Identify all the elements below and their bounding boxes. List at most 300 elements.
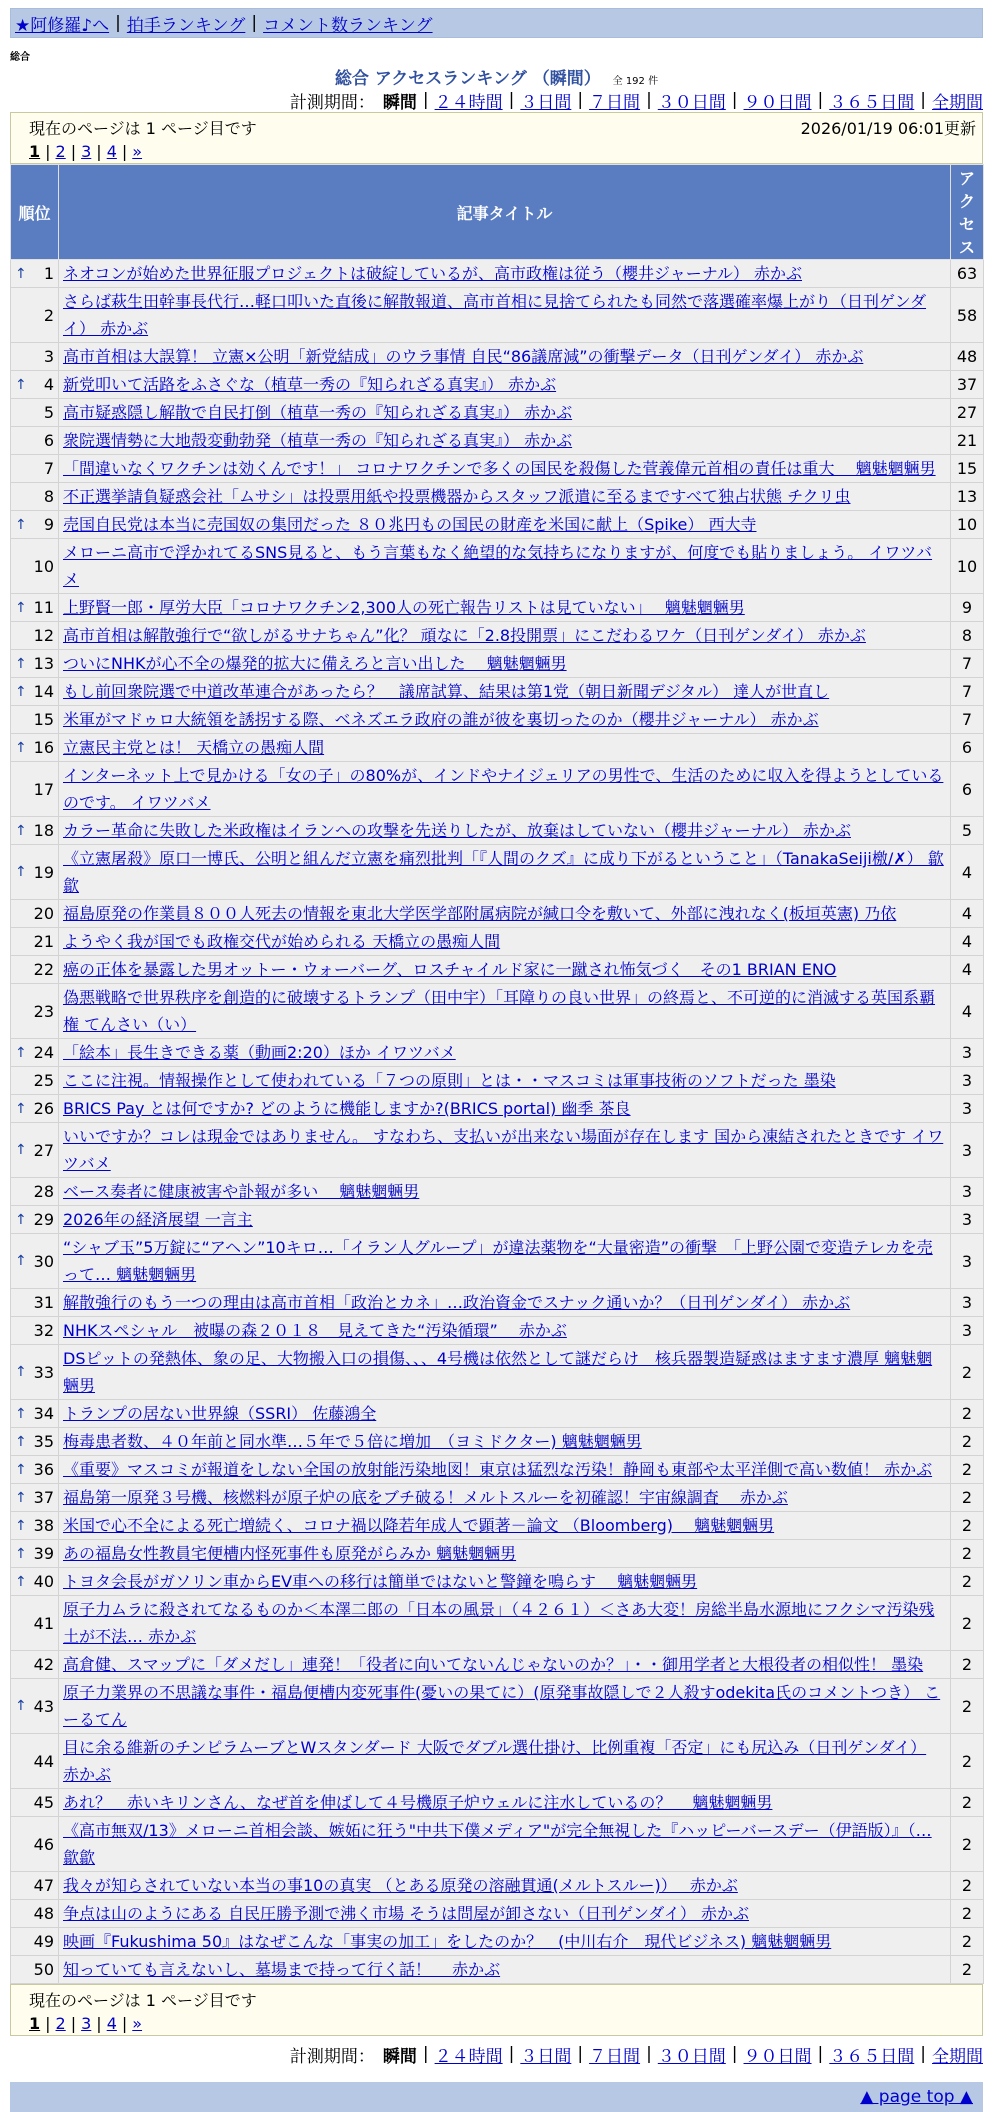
title-cell xyxy=(59,1039,951,1067)
title-cell xyxy=(59,399,951,427)
access-count: 3 xyxy=(951,1317,984,1345)
rank-up-arrow-icon: ↑ xyxy=(15,1461,27,1478)
access-count: 10 xyxy=(951,539,984,594)
rank-cell xyxy=(11,1123,59,1178)
table-row xyxy=(11,706,984,734)
access-count: 3 xyxy=(951,1178,984,1206)
home-link[interactable]: ★阿修羅♪へ xyxy=(15,15,110,36)
pager-bottom xyxy=(10,1984,983,2036)
rank-cell xyxy=(11,539,59,594)
article-title-link[interactable]: 「間違いなくワクチンは効くんです！」 コロナワクチンで多くの国民を殺傷した菅義偉元首相の責任は重大 魑魅魍魎男 xyxy=(63,459,936,478)
rank-up-arrow-icon: ↑ xyxy=(15,739,27,756)
title-cell xyxy=(59,762,951,817)
hakushu-ranking-link[interactable]: 拍手ランキング xyxy=(126,15,246,36)
rank-number: 5 xyxy=(43,403,54,422)
article-title-link[interactable]: メローニ高市で浮かれてるSNS見ると、もう言葉もなく絶望的な気持ちになりますが、何度でも貼りましょう。 イワツバメ xyxy=(63,543,933,589)
article-title-link[interactable]: 高倉健、スマップに「ダメだし」連発！「役者に向いてないんじゃないのか？」・・御用学者と大根役者の相似性！ 墨染 xyxy=(63,1655,924,1674)
access-count: 2 xyxy=(951,1540,984,1568)
article-title-link[interactable]: 立憲民主党とは！ 天橋立の愚痴人間 xyxy=(63,738,325,757)
title-cell xyxy=(59,1789,951,1817)
rank-number: 26 xyxy=(33,1099,54,1118)
rank-up-arrow-icon: ↑ xyxy=(15,655,27,672)
article-title-link[interactable]: 解散強行のもう一つの理由は高市首相「政治とカネ」…政治資金でスナック通いか？（日刊ゲンダイ） 赤かぶ xyxy=(63,1293,851,1312)
rank-cell xyxy=(11,455,59,483)
page-link-bottom-3[interactable]: » xyxy=(132,2013,143,2033)
period-separator: | xyxy=(577,90,584,110)
table-row xyxy=(11,1206,984,1234)
rank-cell xyxy=(11,1039,59,1067)
rank-number: 42 xyxy=(33,1655,54,1674)
access-count: 58 xyxy=(951,288,984,343)
title-cell xyxy=(59,928,951,956)
page-links xyxy=(29,139,976,163)
title-cell xyxy=(59,1872,951,1900)
rank-up-arrow-icon: ↑ xyxy=(15,1364,27,1380)
period-separator: | xyxy=(646,90,652,110)
article-title-link[interactable]: DSピットの発熱体、象の足、大物搬入口の損傷、、、4号機は依然として謎だらけ 核兵器製造疑惑はますます濃厚 魑魅魍魎男 xyxy=(63,1349,933,1395)
article-title-link[interactable]: インターネット上で見かける「女の子」の80%が、インドやナイジェリアの男性で、生活のために収入を得ようとしているのです。 イワツバメ xyxy=(63,766,944,812)
period-separator: | xyxy=(920,2044,926,2064)
table-row xyxy=(11,1039,984,1067)
title-cell xyxy=(59,1679,951,1734)
article-title-link[interactable]: 映画『Fukushima 50』はなぜこんな「事実の加工」をしたのか？ (中川右介 現代ビジネス) 魑魅魍魎男 xyxy=(63,1932,832,1951)
article-title-link[interactable]: 「絵本」長生きできる薬（動画2:20）ほか イワツバメ xyxy=(63,1043,456,1062)
access-count: 2 xyxy=(951,1817,984,1872)
rank-up-arrow-icon: ↑ xyxy=(15,1100,27,1117)
period-current-bottom: 瞬間 xyxy=(382,2046,417,2067)
rank-cell xyxy=(11,1568,59,1596)
table-row xyxy=(11,260,984,288)
article-title-link[interactable]: 米国で心不全による死亡増続く、コロナ禍以降若年成人で顕著－論文 （Bloomberg) 魑魅魍魎男 xyxy=(63,1516,775,1535)
page-link-1[interactable]: 3 xyxy=(81,141,92,161)
period-bottom-link-0[interactable]: ２４時間 xyxy=(434,2046,503,2067)
table-row xyxy=(11,1400,984,1428)
rank-up-arrow-icon: ↑ xyxy=(15,1433,27,1450)
title-cell xyxy=(59,984,951,1039)
article-title-link[interactable]: トヨタ会長がガソリン車からEV車への移行は簡単ではないと警鐘を鳴らす 魑魅魍魎男 xyxy=(63,1572,698,1591)
table-row xyxy=(11,483,984,511)
table-row xyxy=(11,678,984,706)
period-bottom-link-2[interactable]: ７日間 xyxy=(589,2046,641,2067)
period-selector-top xyxy=(10,88,983,112)
rank-number: 45 xyxy=(33,1793,54,1812)
title-cell xyxy=(59,539,951,594)
article-title-link[interactable]: 2026年の経済展望 一言主 xyxy=(63,1210,253,1229)
access-count: 6 xyxy=(951,734,984,762)
title-cell xyxy=(59,1956,951,1984)
rank-number: 31 xyxy=(33,1293,54,1312)
article-title-link[interactable]: 原子力業界の不思議な事件・福島便槽内変死事件(憂いの果てに）(原発事故隠しで２人殺すodekita氏のコメントつき） こーるてん xyxy=(63,1683,941,1729)
current-page-bottom: 1 xyxy=(29,2013,41,2033)
table-row xyxy=(11,1540,984,1568)
access-count: 3 xyxy=(951,1067,984,1095)
title-cell xyxy=(59,1651,951,1679)
title-cell xyxy=(59,511,951,539)
title-cell xyxy=(59,734,951,762)
rank-cell xyxy=(11,678,59,706)
rank-number: 29 xyxy=(33,1210,54,1229)
rank-number: 37 xyxy=(33,1488,54,1507)
rank-cell xyxy=(11,399,59,427)
article-title-link[interactable]: 売国自民党は本当に売国奴の集団だった ８０兆円もの国民の財産を米国に献上（Spike） 西大寺 xyxy=(63,515,757,534)
period-separator: | xyxy=(920,90,926,110)
page-link-3[interactable]: » xyxy=(132,141,143,161)
rank-cell xyxy=(11,1067,59,1095)
access-count: 3 xyxy=(951,1289,984,1317)
rank-number: 11 xyxy=(33,598,54,617)
rank-cell xyxy=(11,1484,59,1512)
article-title-link[interactable]: 梅毒患者数、４０年前と同水準…５年で５倍に増加 （ヨミドクター) 魑魅魍魎男 xyxy=(63,1432,642,1451)
article-title-link[interactable]: 新党叩いて活路をふさぐな（植草一秀の『知られざる真実』） 赤かぶ xyxy=(63,375,557,394)
title-cell xyxy=(59,1123,951,1178)
rank-number: 39 xyxy=(33,1544,54,1563)
rank-number: 3 xyxy=(43,347,54,366)
table-row xyxy=(11,1289,984,1317)
rank-number: 22 xyxy=(33,960,54,979)
access-count: 2 xyxy=(951,1596,984,1651)
table-row xyxy=(11,1095,984,1123)
ranking-table xyxy=(10,164,984,1984)
title-cell xyxy=(59,371,951,399)
table-row xyxy=(11,900,984,928)
rank-number: 21 xyxy=(33,932,54,951)
article-title-link[interactable]: さらば萩生田幹事長代行…軽口叩いた直後に解散報道、高市首相に見捨てられたも同然で落選確率爆上がり（日刊ゲンダイ） 赤かぶ xyxy=(63,292,927,338)
page-separator: | xyxy=(70,2013,77,2033)
title-cell xyxy=(59,1234,951,1289)
rank-number: 47 xyxy=(33,1876,54,1895)
table-row xyxy=(11,1872,984,1900)
page-link-2[interactable]: 4 xyxy=(106,141,117,161)
table-row xyxy=(11,371,984,399)
nav-separator: | xyxy=(251,13,258,33)
article-title-link[interactable]: 我々が知らされていない本当の事10の真実 （とある原発の溶融貫通(メルトスルー)） 赤かぶ xyxy=(63,1876,738,1895)
rank-number: 10 xyxy=(33,556,54,576)
access-count: 2 xyxy=(951,1679,984,1734)
table-row xyxy=(11,1817,984,1872)
period-link-2[interactable]: ７日間 xyxy=(589,92,641,113)
rank-cell xyxy=(11,427,59,455)
article-title-link[interactable]: ここに注視。情報操作として使われている「７つの原則」とは・・マスコミは軍事技術のソフトだった 墨染 xyxy=(63,1071,836,1090)
rank-cell xyxy=(11,1651,59,1679)
page-separator: | xyxy=(121,2013,128,2033)
article-title-link[interactable]: 《高市無双/13》メローニ首相会談、嫉妬に狂う"中共下僕メディア"が完全無視した『ハッピーバースデー（伊語版）』（… 歙歙 xyxy=(63,1821,932,1867)
period-separator: | xyxy=(646,2044,652,2064)
access-count: 2 xyxy=(951,1484,984,1512)
rank-number: 20 xyxy=(33,904,54,923)
rank-up-arrow-icon: ↑ xyxy=(15,1142,27,1158)
table-row xyxy=(11,1345,984,1400)
title-cell xyxy=(59,1178,951,1206)
header-rank: 順位 xyxy=(11,165,59,260)
article-title-link[interactable]: 高市首相は解散強行で“欲しがるサナちゃん”化？ 頑なに「2.8投開票」にこだわるワケ（日刊ゲンダイ） 赤かぶ xyxy=(63,626,866,645)
access-count: 3 xyxy=(951,1234,984,1289)
rank-number: 36 xyxy=(33,1460,54,1479)
rank-cell xyxy=(11,1512,59,1540)
table-row xyxy=(11,511,984,539)
rank-cell xyxy=(11,1456,59,1484)
article-title-link[interactable]: 福島原発の作業員８００人死去の情報を東北大学医学部附属病院が緘口令を敷いて、外部に洩れなく(板垣英憲) 乃依 xyxy=(63,904,897,923)
article-title-link[interactable]: 争点は山のようにある 自民圧勝予測で沸く市場 そうは問屋が卸さない（日刊ゲンダイ） 赤かぶ xyxy=(63,1904,749,1923)
table-row xyxy=(11,956,984,984)
page-links-bottom xyxy=(29,2011,976,2035)
article-title-link[interactable]: 福島第一原発３号機、核燃料が原子炉の底をブチ破る！メルトスルーを初確認！宇宙線調査 赤かぶ xyxy=(63,1488,788,1507)
rank-number: 46 xyxy=(33,1834,54,1854)
period-current: 瞬間 xyxy=(382,92,417,113)
rank-cell xyxy=(11,622,59,650)
title-cell xyxy=(59,1206,951,1234)
rank-number: 27 xyxy=(33,1140,54,1160)
table-row xyxy=(11,1234,984,1289)
rank-up-arrow-icon: ↑ xyxy=(15,683,27,700)
access-count: 27 xyxy=(951,399,984,427)
access-count: 21 xyxy=(951,427,984,455)
article-title-link[interactable]: 原子力ムラに殺されてなるものか＜本澤二郎の「日本の風景」（４２６１）＜さあ大変！房総半島水源地にフクシマ汚染残土が不法… 赤かぶ xyxy=(63,1600,935,1646)
header-title: 記事タイトル xyxy=(59,165,951,260)
title-cell xyxy=(59,343,951,371)
table-row xyxy=(11,288,984,343)
rank-cell xyxy=(11,1178,59,1206)
rank-number: 38 xyxy=(33,1516,54,1535)
page-separator: | xyxy=(45,2013,51,2033)
article-title-link[interactable]: カラー革命に失敗した米政権はイランへの攻撃を先送りしたが、放棄はしていない（櫻井ジャーナル） 赤かぶ xyxy=(63,821,851,840)
period-separator: | xyxy=(817,90,824,110)
page-link-bottom-0[interactable]: 2 xyxy=(55,2013,66,2033)
rank-number: 17 xyxy=(33,779,54,799)
rank-cell xyxy=(11,1540,59,1568)
rank-number: 7 xyxy=(43,459,54,478)
access-count: 7 xyxy=(951,706,984,734)
article-title-link[interactable]: 衆院選情勢に大地殻変動勃発（植草一秀の『知られざる真実』） 赤かぶ xyxy=(63,431,573,450)
rank-up-arrow-icon: ↑ xyxy=(15,1517,27,1534)
article-title-link[interactable]: あれ？ 赤いキリンさん、なぜ首を伸ばして４号機原子炉ウェルに注水しているの？ 魑魅魍魎男 xyxy=(63,1793,773,1812)
article-title-link[interactable]: 《重要》マスコミが報道をしない全国の放射能汚染地図！東京は猛烈な汚染！静岡も東部や太平洋側で高い数値！ 赤かぶ xyxy=(63,1460,933,1479)
rank-up-arrow-icon: ↑ xyxy=(15,1573,27,1590)
period-bottom-link-4[interactable]: ９０日間 xyxy=(743,2046,812,2067)
rank-number: 4 xyxy=(43,375,54,394)
period-separator: | xyxy=(422,2044,429,2064)
page-separator: | xyxy=(96,2013,102,2033)
title-cell xyxy=(59,1540,951,1568)
rank-number: 35 xyxy=(33,1432,54,1451)
article-title-link[interactable]: 米軍がマドゥロ大統領を誘拐する際、ベネズエラ政府の誰が彼を裏切ったのか（櫻井ジャーナル） 赤かぶ xyxy=(63,710,819,729)
article-title-link[interactable]: 偽悪戦略で世界秩序を創造的に破壊するトランプ（田中宇）「耳障りの良い世界」の終焉と、不可逆的に消滅する英国系覇権 てんさい（い） xyxy=(63,988,936,1034)
page-status-bottom: 現在のページは 1 ページ目です xyxy=(29,1990,257,2010)
article-title-link[interactable]: 高市首相は大誤算！ 立憲×公明「新党結成」のウラ事情 自民“86議席減”の衝撃データ（日刊ゲンダイ） 赤かぶ xyxy=(63,347,864,366)
page-link-0[interactable]: 2 xyxy=(55,141,66,161)
rank-cell xyxy=(11,1872,59,1900)
rank-cell xyxy=(11,1734,59,1789)
rank-cell xyxy=(11,762,59,817)
rank-up-arrow-icon: ↑ xyxy=(15,599,27,616)
article-title-link[interactable]: トランプの居ない世界線（SSRI） 佐藤鴻全 xyxy=(63,1404,377,1423)
title-cell xyxy=(59,1817,951,1872)
table-header-row xyxy=(11,165,984,260)
rank-cell xyxy=(11,343,59,371)
period-separator: | xyxy=(508,90,515,110)
article-title-link[interactable]: 知っていても言えないし、墓場まで持って行く話！ 赤かぶ xyxy=(63,1960,501,1979)
access-count: 2 xyxy=(951,1928,984,1956)
period-bottom-link-3[interactable]: ３０日間 xyxy=(657,2046,726,2067)
rank-number: 25 xyxy=(33,1071,54,1090)
title-cell xyxy=(59,1067,951,1095)
access-count: 2 xyxy=(951,1512,984,1540)
title-cell xyxy=(59,1428,951,1456)
access-count: 2 xyxy=(951,1956,984,1984)
period-separator: | xyxy=(577,2044,584,2064)
table-row xyxy=(11,1484,984,1512)
access-count: 2 xyxy=(951,1345,984,1400)
article-title-link[interactable]: BRICS Pay とは何ですか? どのように機能しますか?(BRICS portal) 幽季 茶良 xyxy=(63,1099,631,1118)
table-row xyxy=(11,1123,984,1178)
rank-number: 48 xyxy=(33,1904,54,1923)
title-cell xyxy=(59,594,951,622)
rank-cell xyxy=(11,1596,59,1651)
rank-cell xyxy=(11,734,59,762)
page-status: 現在のページは 1 ページ目です xyxy=(29,118,257,138)
article-title-link[interactable]: 癌の正体を暴露した男オットー・ウォーバーグ、ロスチャイルド家に一蹴され怖気づく その1 BRIAN ENO xyxy=(63,960,837,979)
rank-up-arrow-icon: ↑ xyxy=(15,1698,27,1714)
access-count: 7 xyxy=(951,678,984,706)
period-link-3[interactable]: ３０日間 xyxy=(657,92,726,113)
title-cell xyxy=(59,1317,951,1345)
title-cell xyxy=(59,1596,951,1651)
header-access: アクセス xyxy=(951,165,984,260)
rank-number: 6 xyxy=(43,431,54,450)
rank-cell xyxy=(11,1206,59,1234)
article-title-link[interactable]: ベース奏者に健康被害や訃報が多い 魑魅魍魎男 xyxy=(63,1182,420,1201)
title-cell xyxy=(59,1568,951,1596)
rank-number: 33 xyxy=(33,1362,54,1382)
title-cell xyxy=(59,650,951,678)
period-link-6[interactable]: 全期間 xyxy=(932,92,983,113)
period-link-5[interactable]: ３６５日間 xyxy=(829,92,915,113)
title-cell xyxy=(59,1734,951,1789)
ranking-body xyxy=(11,260,984,1984)
access-count: 4 xyxy=(951,928,984,956)
period-separator: | xyxy=(817,2044,824,2064)
page-separator: | xyxy=(70,141,77,161)
rank-cell xyxy=(11,928,59,956)
title-cell xyxy=(59,1484,951,1512)
rank-number: 32 xyxy=(33,1321,54,1340)
title-cell xyxy=(59,956,951,984)
article-title-link[interactable]: 上野賢一郎・厚労大臣「コロナワクチン2,300人の死亡報告リストは見ていない」 魑魅魍魎男 xyxy=(63,598,745,617)
period-bottom-link-1[interactable]: ３日間 xyxy=(520,2046,572,2067)
rank-number: 24 xyxy=(33,1043,54,1062)
rank-up-arrow-icon: ↑ xyxy=(15,1211,27,1228)
access-count: 2 xyxy=(951,1872,984,1900)
rank-up-arrow-icon: ↑ xyxy=(15,1545,27,1562)
article-title-link[interactable]: 高市疑惑隠し解散で自民打倒（植草一秀の『知られざる真実』） 赤かぶ xyxy=(63,403,573,422)
period-link-0[interactable]: ２４時間 xyxy=(434,92,503,113)
article-title-link[interactable]: “シャブ玉”5万錠に“アヘン”10キロ…「イラン人グループ」が違法薬物を“大量密造”の衝撃 「上野公園で変造テレカを売って… 魑魅魍魎男 xyxy=(63,1238,933,1284)
title-cell xyxy=(59,1456,951,1484)
rank-cell xyxy=(11,1817,59,1872)
title-cell xyxy=(59,817,951,845)
access-count: 3 xyxy=(951,1206,984,1234)
rank-cell xyxy=(11,956,59,984)
rank-number: 1 xyxy=(43,264,54,283)
access-count: 2 xyxy=(951,1428,984,1456)
access-count: 3 xyxy=(951,1095,984,1123)
rank-cell xyxy=(11,1317,59,1345)
period-label-bottom: 計測期間： xyxy=(289,2046,375,2067)
article-title-link[interactable]: 不正選挙請負疑惑会社「ムサシ」は投票用紙や投票機器からスタッフ派遣に至るまですべて独占状態 チクリ虫 xyxy=(63,487,851,506)
period-link-4[interactable]: ９０日間 xyxy=(743,92,812,113)
period-bottom-link-6[interactable]: 全期間 xyxy=(932,2046,983,2067)
bottom-bar xyxy=(10,2082,983,2112)
table-row xyxy=(11,1789,984,1817)
period-bottom-link-5[interactable]: ３６５日間 xyxy=(829,2046,915,2067)
period-separator: | xyxy=(731,2044,738,2064)
pager-top xyxy=(10,112,983,164)
rank-number: 9 xyxy=(43,515,54,534)
access-count: 9 xyxy=(951,594,984,622)
access-count: 37 xyxy=(951,371,984,399)
article-title-link[interactable]: ネオコンが始めた世界征服プロジェクトは破綻しているが、高市政権は従う（櫻井ジャーナル） 赤かぶ xyxy=(63,264,803,283)
rank-number: 44 xyxy=(33,1751,54,1771)
access-count: 7 xyxy=(951,650,984,678)
rank-number: 30 xyxy=(33,1251,54,1271)
rank-cell xyxy=(11,1234,59,1289)
period-separator: | xyxy=(422,90,429,110)
top-nav-bar xyxy=(10,8,983,38)
rank-cell xyxy=(11,706,59,734)
rank-up-arrow-icon: ↑ xyxy=(15,516,27,533)
article-title-link[interactable]: ついにNHKが心不全の爆発的拡大に備えろと言い出した 魑魅魍魎男 xyxy=(63,654,567,673)
access-count: 4 xyxy=(951,956,984,984)
page-link-bottom-1[interactable]: 3 xyxy=(81,2013,92,2033)
rank-number: 49 xyxy=(33,1932,54,1951)
table-row xyxy=(11,1428,984,1456)
rank-cell xyxy=(11,984,59,1039)
rank-cell xyxy=(11,1789,59,1817)
rank-cell xyxy=(11,594,59,622)
title-cell xyxy=(59,1400,951,1428)
article-title-link[interactable]: 《立憲屠殺》原口一博氏、公明と組んだ立憲を痛烈批判「『人間のクズ』に成り下がるということ」（TanakaSeiji檄/✗） 歙歙 xyxy=(63,849,944,895)
rank-number: 41 xyxy=(33,1613,54,1633)
article-title-link[interactable]: もし前回衆院選で中道改革連合があったら？ 議席試算、結果は第1党（朝日新聞デジタル） 達人が世直し xyxy=(63,682,830,701)
access-count: 6 xyxy=(951,762,984,817)
rank-number: 16 xyxy=(33,738,54,757)
table-row xyxy=(11,1956,984,1984)
rank-up-arrow-icon: ↑ xyxy=(15,376,27,393)
table-row xyxy=(11,1596,984,1651)
table-row xyxy=(11,1928,984,1956)
rank-cell xyxy=(11,650,59,678)
article-title-link[interactable]: あの福島女性教員宅便槽内怪死事件も原発がらみか 魑魅魍魎男 xyxy=(63,1544,517,1563)
updated-time: 2026/01/19 06:01更新 xyxy=(800,118,976,138)
comment-ranking-link[interactable]: コメント数ランキング xyxy=(263,15,433,36)
title-cell xyxy=(59,900,951,928)
rank-number: 43 xyxy=(33,1696,54,1716)
page-link-bottom-2[interactable]: 4 xyxy=(106,2013,117,2033)
article-title-link[interactable]: NHKスペシャル 被曝の森２０１８ 見えてきた“汚染循環” 赤かぶ xyxy=(63,1321,567,1340)
access-count: 2 xyxy=(951,1456,984,1484)
page-separator: | xyxy=(45,141,51,161)
access-count: 63 xyxy=(951,260,984,288)
page-top-link[interactable]: ▲ page top ▲ xyxy=(860,2087,973,2107)
access-count: 2 xyxy=(951,1568,984,1596)
access-count: 3 xyxy=(951,1123,984,1178)
period-link-1[interactable]: ３日間 xyxy=(520,92,572,113)
article-title-link[interactable]: 目に余る維新のチンピラムーブとWスタンダード 大阪でダブル選仕掛け、比例重複「否定」にも尻込み（日刊ゲンダイ） 赤かぶ xyxy=(63,1738,927,1784)
access-count: 13 xyxy=(951,483,984,511)
rank-cell xyxy=(11,1289,59,1317)
article-title-link[interactable]: いいですか？コレは現金ではありません。 すなわち、支払いが出来ない場面が存在します 国から凍結されたときです イワツバメ xyxy=(63,1127,944,1173)
rank-cell xyxy=(11,1428,59,1456)
article-title-link[interactable]: ようやく我が国でも政権交代が始められる 天橋立の愚痴人間 xyxy=(63,932,501,951)
